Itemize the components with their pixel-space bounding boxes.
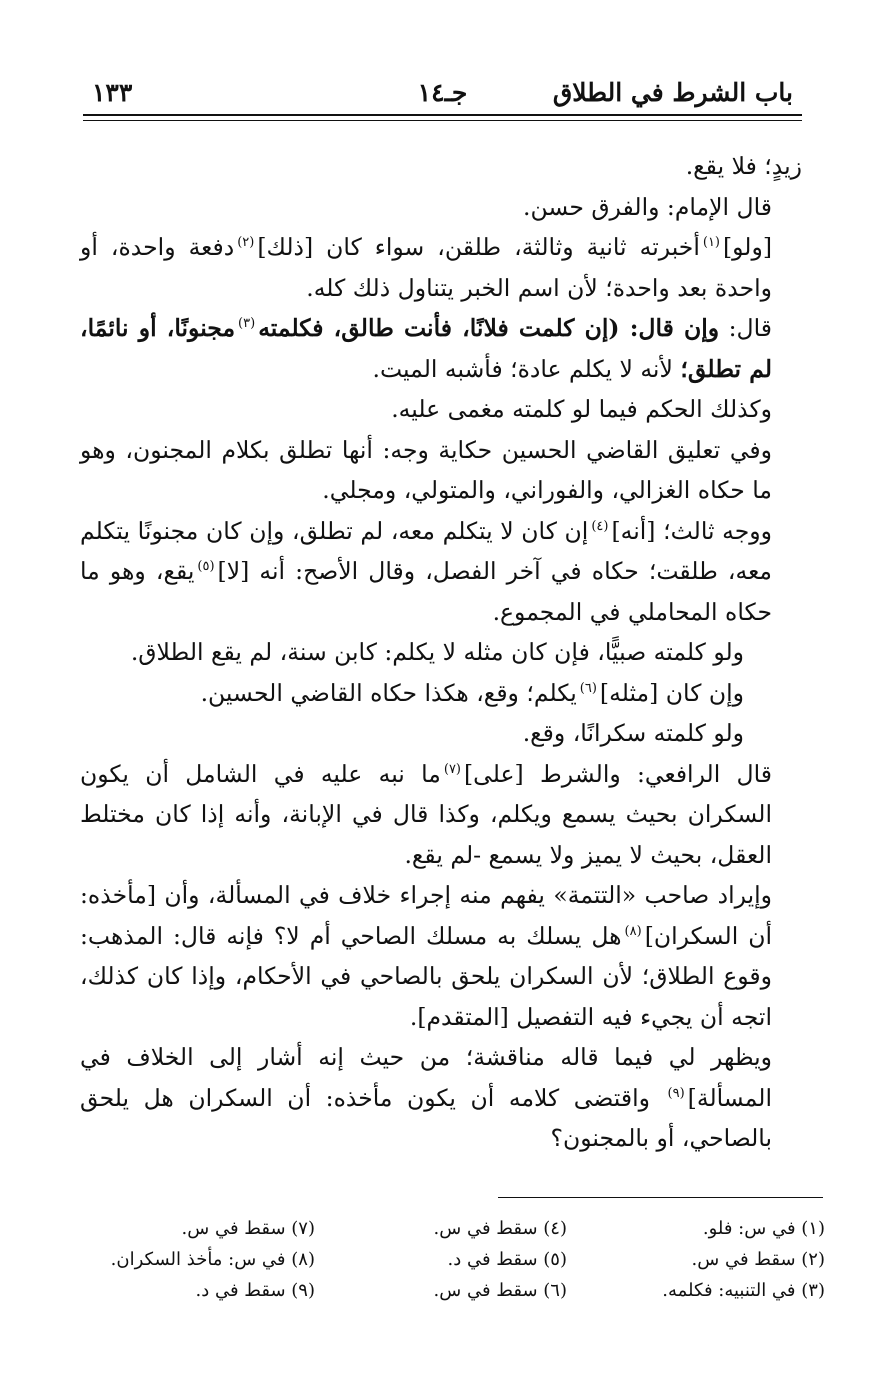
footnote: (٦) سقط في س. [433,1280,567,1301]
footnote: (٩) سقط في د. [195,1280,315,1301]
volume-number: جـ١٤ [417,78,468,107]
paragraph: ووجه ثالث؛ [أنه]$^{(٤)}$إن كان لا يتكلم معه، لم تطلق، وإن كان مجنونًا يتكلم معه، طلقت؛ حكاه في آخر الفصل، وقال الأصح: أنه [لا]$^{(٥)}$يقع، وهو ما حكاه المحاملي في المجموع. [80,516,772,626]
chapter-title: باب الشرط في الطلاق [552,78,793,107]
paragraph: [ولو]$^{(١)}$أخبرته ثانية وثالثة، طلقن، سواء كان [ذلك]$^{(٢)}$دفعة واحدة، أو واحدة بعد واحدة؛ لأن اسم الخبر يتناول ذلك كله. [80,233,772,302]
footnote-column [337,1213,567,1306]
footnote-ref: (٨) [624,923,642,939]
header-rule-thin [83,120,802,121]
footnote-ref: (٣) [238,316,256,332]
page-number: ١٣٣ [92,78,133,107]
footnote: (٢) سقط في س. [691,1249,825,1270]
footnote-ref: (٤) [591,518,609,534]
footnote-ref: (٩) [667,1085,685,1101]
header-rule-thick [83,114,802,116]
footnote-separator [498,1197,823,1198]
footnote: (٨) في س: مأخذ السكران. [110,1249,315,1270]
main-text [80,146,802,1159]
paragraph: قال الرافعي: والشرط [على]$^{(٧)}$ما نبه عليه في الشامل أن يكون السكران بحيث يسمع ويكلم، وكذا قال في الإبانة، وأنه إذا كان مختلط العقل، بحيث لا يميز ولا يسمع -لم يقع. [80,759,772,869]
paragraph: قال الإمام: والفرق حسن. [523,192,772,221]
footnote-column [85,1213,315,1306]
footnote: (٣) في التنبيه: فكلمه. [662,1280,825,1301]
paragraph: ويظهر لي فيما قاله مناقشة؛ من حيث إنه أشار إلى الخلاف في المسألة]$^{(٩)}$ واقتضى كلامه أن يكون مأخذه: أن السكران هل يلحق بالصاحي، أو بالمجنون؟ [80,1043,772,1152]
quoted-rule-text: مجنونًا، أو نائمًا، لم تطلق؛ [80,314,772,383]
footnote-ref: (٥) [197,559,215,575]
paragraph: ولو كلمته صبيًّا، فإن كان مثله لا يكلم: كابن سنة، لم يقع الطلاق. [130,638,744,666]
footnote-ref: (١) [702,235,720,251]
paragraph: ولو كلمته سكرانًا، وقع. [522,719,744,747]
footnote: (٤) سقط في س. [433,1218,567,1239]
footnote-ref: (٢) [237,235,255,251]
footnote: (٧) سقط في س. [181,1218,315,1239]
paragraph: زيدٍ؛ فلا يقع. [685,152,802,180]
paragraph: قال: وإن قال: (إن كلمت فلانًا، فأنت طالق، فكلمته$^{(٣)}$مجنونًا، أو نائمًا، لم تطلق؛ لأنه لا يكلم عادة؛ فأشبه الميت. [80,314,772,383]
footnote: (١) في س: فلو. [702,1218,825,1239]
running-header [92,70,793,114]
paragraph: وإيراد صاحب «التتمة» يفهم منه إجراء خلاف في المسألة، وأن [مأخذه: أن السكران]$^{(٨)}$هل يسلك به مسلك الصاحي أم لا؟ فإنه قال: المذهب: وقوع الطلاق؛ لأن السكران يلحق بالصاحي في الأحكام، وإذا كان كذلك، اتجه أن يجيء فيه التفصيل [المتقدم]. [80,881,773,1031]
footnote: (٥) سقط في د. [447,1249,567,1270]
paragraph: وفي تعليق القاضي الحسين حكاية وجه: أنها تطلق بكلام المجنون، وهو ما حكاه الغزالي، والفوراني، والمتولي، ومجلي. [80,435,772,504]
paragraph: وكذلك الحكم فيما لو كلمته مغمى عليه. [391,395,772,423]
footnotes [83,1213,825,1323]
paragraph: وإن كان [مثله]$^{(٦)}$يكلم؛ وقع، هكذا حكاه القاضي الحسين. [200,678,744,707]
quoted-rule-text: وإن قال: (إن كلمت فلانًا، فأنت طالق، فكلمته [258,314,720,342]
footnote-column [595,1213,825,1306]
footnote-ref: (٦) [579,680,597,696]
footnote-ref: (٧) [443,761,461,777]
